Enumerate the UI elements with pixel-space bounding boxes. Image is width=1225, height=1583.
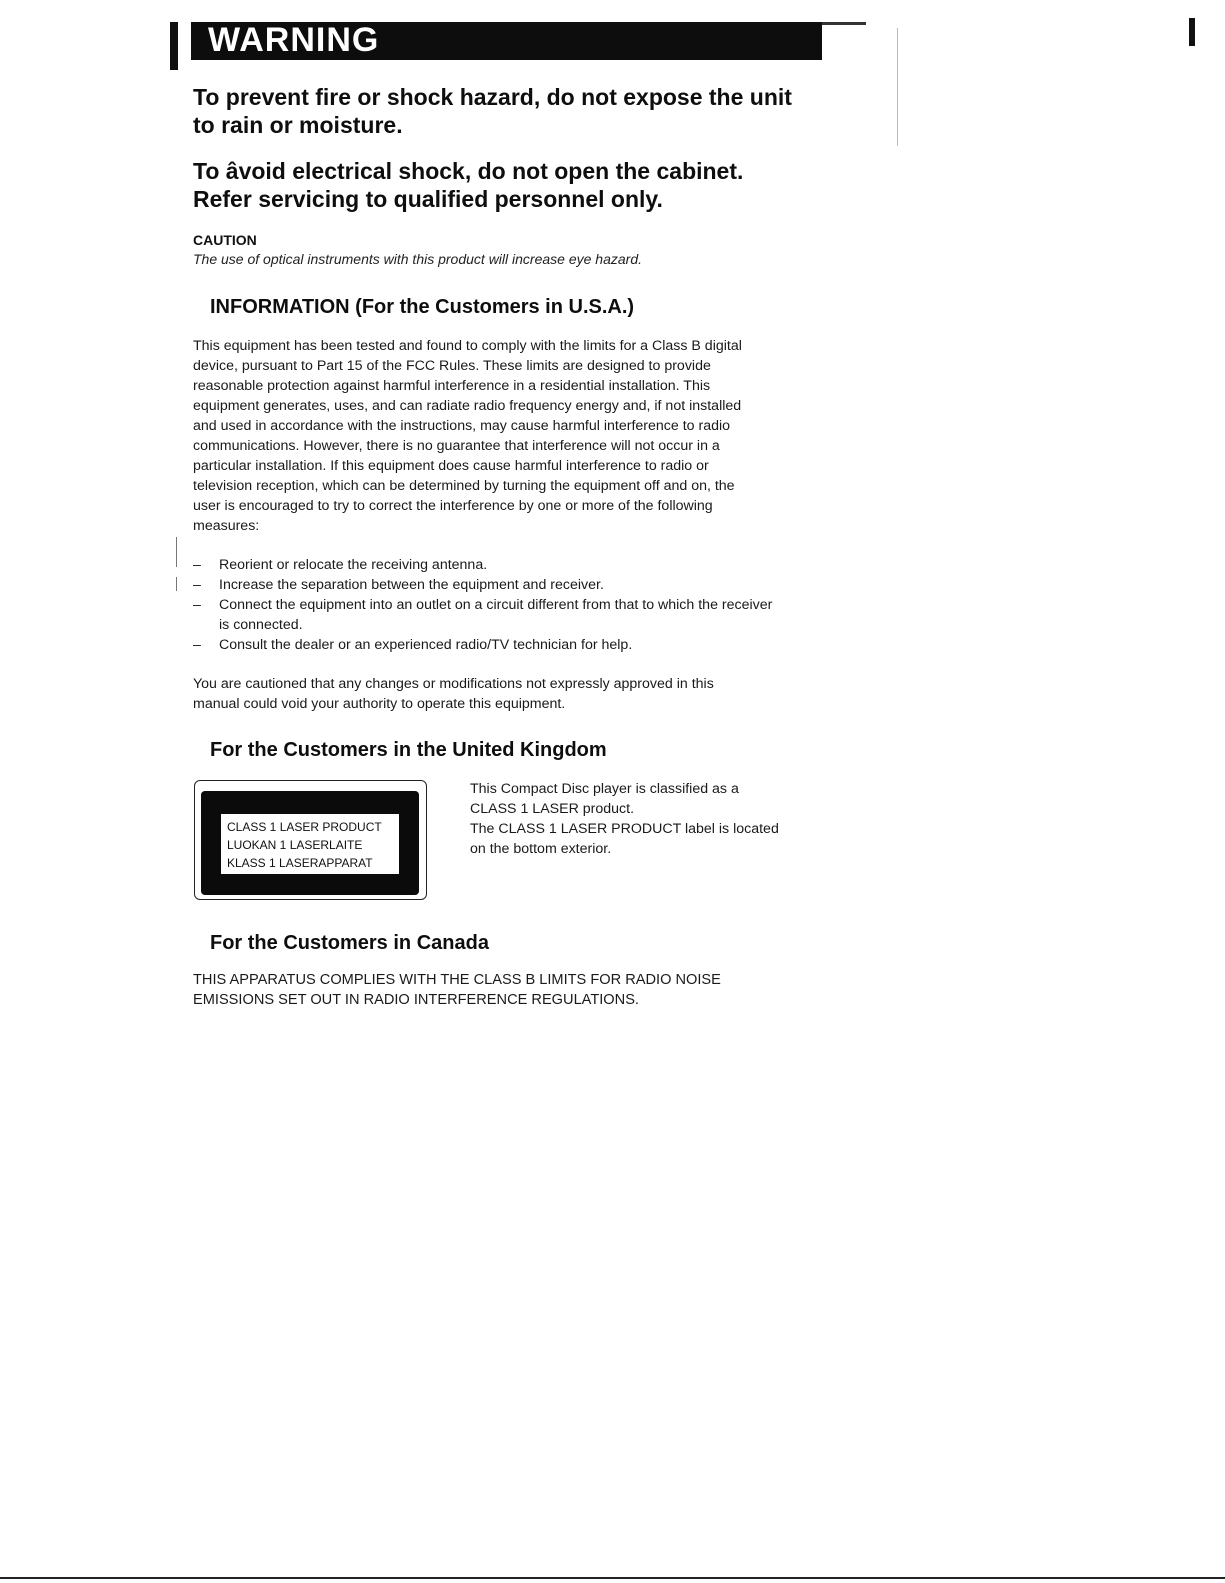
canada-heading: For the Customers in Canada <box>210 932 489 954</box>
hazard-line-1: To prevent fire or shock hazard, do not expose the unit <box>193 84 792 110</box>
laser-label-line: CLASS 1 LASER PRODUCT <box>227 820 382 834</box>
list-item <box>193 635 813 655</box>
measure-text: Consult the dealer or an experienced radio/TV technician for help. <box>219 637 633 653</box>
laser-description <box>470 779 830 859</box>
usa-body-line: communications. However, there is no guarantee that interference will not occur in a <box>193 438 720 454</box>
warning-banner <box>191 22 822 60</box>
usa-body-line: television reception, which can be determined by turning the equipment off and on, the <box>193 478 735 494</box>
usa-body-line: measures: <box>193 518 260 534</box>
canada-text-line: EMISSIONS SET OUT IN RADIO INTERFERENCE REGULATIONS. <box>193 992 639 1008</box>
list-item <box>193 595 779 635</box>
usa-body-line: equipment generates, uses, and can radiate radio frequency energy and, if not installed <box>193 398 742 414</box>
shock-line-2: Refer servicing to qualified personnel only. <box>193 186 663 212</box>
list-item <box>193 555 813 575</box>
caution-heading: CAUTION <box>193 232 257 248</box>
modification-caution-line: You are cautioned that any changes or modifications not expressly approved in this <box>193 676 714 692</box>
list-dash: – <box>193 637 201 653</box>
laser-label-frame <box>201 791 419 895</box>
modification-caution-line: manual could void your authority to operate this equipment. <box>193 696 566 712</box>
list-dash: – <box>193 577 201 593</box>
margin-tick <box>176 577 177 591</box>
measure-text: Connect the equipment into an outlet on a circuit different from that to which the receiver is connected. <box>219 597 773 633</box>
measures-list <box>193 555 813 655</box>
usa-body-line: This equipment has been tested and found to comply with the limits for a Class B digital <box>193 338 742 354</box>
laser-label-text-area <box>221 814 399 874</box>
uk-heading: For the Customers in the United Kingdom <box>210 739 607 761</box>
usa-body-line: device, pursuant to Part 15 of the FCC Rules. These limits are designed to provide <box>193 358 711 374</box>
laser-description-line: CLASS 1 LASER product. <box>470 801 635 817</box>
usa-body-line: and used in accordance with the instructions, may cause harmful interference to radio <box>193 418 731 434</box>
bottom-rule <box>0 1577 1225 1579</box>
canada-text <box>193 970 721 1010</box>
usa-heading: INFORMATION (For the Customers in U.S.A.) <box>210 296 635 318</box>
list-dash: – <box>193 557 201 573</box>
scan-fold-line <box>897 28 898 146</box>
measure-text: Increase the separation between the equipment and receiver. <box>219 577 604 593</box>
shock-line-1: To âvoid electrical shock, do not open the cabinet. <box>193 158 744 184</box>
caution-text: The use of optical instruments with this product will increase eye hazard. <box>193 251 642 267</box>
laser-label-line: KLASS 1 LASERAPPARAT <box>227 856 373 870</box>
canada-text-line: THIS APPARATUS COMPLIES WITH THE CLASS B LIMITS FOR RADIO NOISE <box>193 972 721 988</box>
scan-edge-mark <box>170 22 178 70</box>
warning-banner-tail <box>822 22 866 25</box>
laser-product-label <box>194 780 427 900</box>
usa-body-line: reasonable protection against harmful interference in a residential installation. This <box>193 378 711 394</box>
list-item <box>193 575 813 595</box>
laser-description-line: on the bottom exterior. <box>470 841 612 857</box>
usa-body-line: user is encouraged to try to correct the interference by one or more of the following <box>193 498 713 514</box>
laser-description-line: This Compact Disc player is classified as a <box>470 781 739 797</box>
laser-description-line: The CLASS 1 LASER PRODUCT label is located <box>470 821 779 837</box>
scan-corner-mark <box>1189 18 1195 46</box>
usa-body-line: particular installation. If this equipment does cause harmful interference to radio or <box>193 458 709 474</box>
warning-title: WARNING <box>208 21 380 59</box>
measure-text: Reorient or relocate the receiving antenna. <box>219 557 488 573</box>
laser-label-line: LUOKAN 1 LASERLAITE <box>227 838 363 852</box>
list-dash: – <box>193 597 201 613</box>
margin-tick <box>176 537 177 567</box>
hazard-line-2: to rain or moisture. <box>193 112 403 138</box>
